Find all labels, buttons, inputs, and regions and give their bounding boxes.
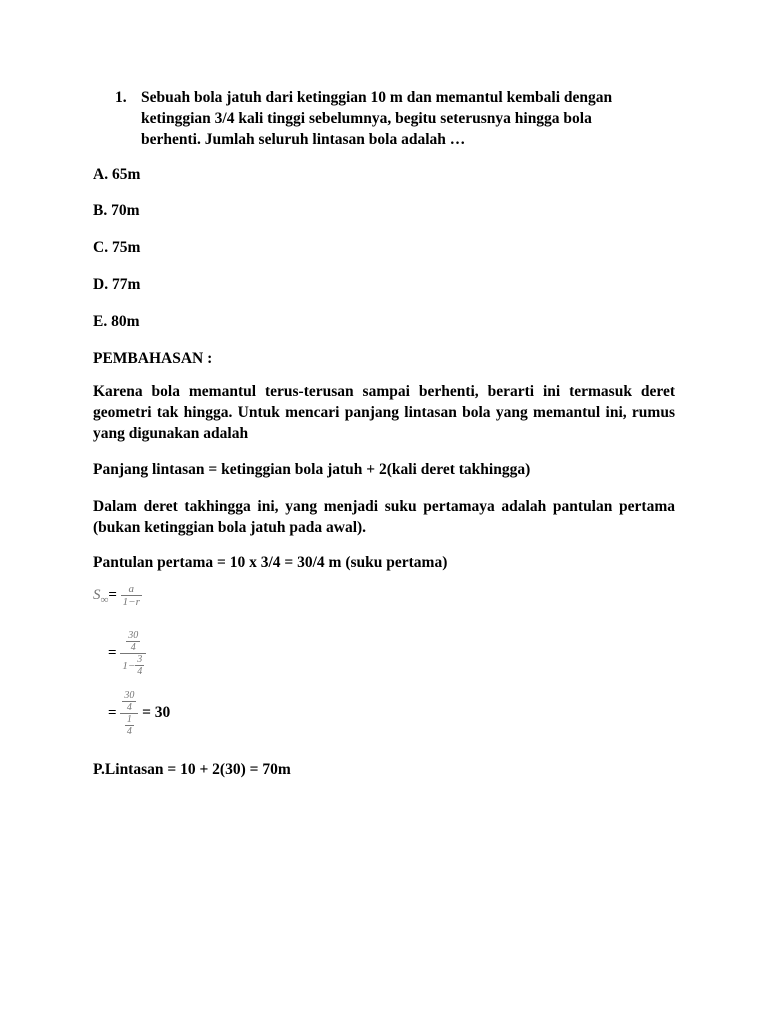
pembahasan-paragraph-4: Pantulan pertama = 10 x 3/4 = 30/4 m (suku pertama) — [93, 554, 448, 571]
question-number: 1. — [115, 89, 127, 106]
formula-result: = 30 — [142, 703, 171, 721]
pembahasan-heading: PEMBAHASAN : — [93, 350, 213, 367]
numerator-30: 30 — [124, 690, 135, 701]
formula-equals: = — [108, 644, 117, 661]
inner-fraction-30-over-4 — [126, 630, 140, 653]
formula-equals: = — [108, 586, 117, 603]
question-1 — [115, 87, 635, 150]
formula-step-2 — [108, 630, 146, 677]
option-d: D. 77m — [93, 276, 141, 293]
numerator-3: 3 — [137, 654, 143, 665]
inner-fraction-1-over-4 — [125, 714, 134, 737]
one-minus: 1− — [122, 659, 136, 672]
formula-sum-infinity — [93, 583, 142, 608]
question-text: Sebuah bola jatuh dari ketinggian 10 m dan memantul kembali dengan ketinggian 3/4 kali tinggi sebelumnya, begitu seterusnya hingga bola berhenti. Jumlah seluruh lintasan bola adalah … — [141, 89, 613, 148]
pembahasan-paragraph-2: Panjang lintasan = ketinggian bola jatuh + 2(kali deret takhingga) — [93, 461, 531, 478]
option-e: E. 80m — [93, 313, 140, 330]
formula-fraction-a-over-1-minus-r — [121, 583, 142, 608]
formula-s-symbol: S — [93, 586, 101, 603]
final-answer: P.Lintasan = 10 + 2(30) = 70m — [93, 761, 291, 778]
formula-infinity-symbol: ∞ — [100, 593, 109, 606]
fraction-numerator: a — [121, 583, 142, 596]
formula-step-3 — [108, 690, 170, 737]
inner-fraction-3-over-4 — [135, 654, 144, 677]
numerator-30: 30 — [128, 630, 139, 641]
formula-fraction-step-2 — [120, 630, 146, 677]
pembahasan-paragraph-3: Dalam deret takhingga ini, yang menjadi suku pertamaya adalah pantulan pertama (bukan ketinggian bola jatuh pada awal). — [93, 498, 675, 536]
option-c: C. 75m — [93, 239, 141, 256]
option-a: A. 65m — [93, 166, 141, 183]
inner-fraction-30-over-4 — [122, 690, 136, 713]
denominator-4: 4 — [137, 666, 143, 677]
formula-fraction-step-3 — [120, 690, 138, 737]
fraction-denominator: 1−r — [122, 596, 140, 608]
denominator-4: 4 — [126, 726, 132, 737]
numerator-1: 1 — [126, 714, 132, 725]
pembahasan-paragraph-1: Karena bola memantul terus-terusan sampai berhenti, berarti ini termasuk deret geometri tak hingga. Untuk mencari panjang lintasan bola yang memantul ini, rumus yang digunakan adalah — [93, 383, 675, 442]
option-b: B. 70m — [93, 202, 140, 219]
denominator-4: 4 — [130, 642, 136, 653]
denominator-4: 4 — [126, 702, 132, 713]
formula-equals: = — [108, 704, 117, 721]
